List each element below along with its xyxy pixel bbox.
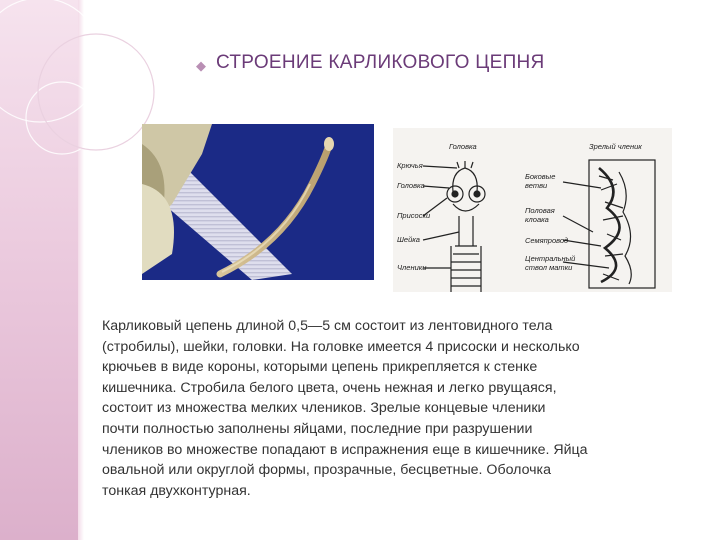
text-line: члеников во множестве попадают в испражнения еще в кишечнике. Яйца <box>102 441 588 458</box>
text-line: овальной или округлой формы, прозрачные, бесцветные. Оболочка <box>102 462 551 479</box>
tapeworm-photo <box>142 124 374 280</box>
text-line: Карликовый цепень длиной 0,5—5 см состоит из лентовидного тела <box>102 318 553 334</box>
diagram-segment-title: Зрелый членик <box>589 142 642 151</box>
diamond-bullet-icon: ◆ <box>196 58 206 73</box>
diagram-head-title: Головка <box>449 142 477 151</box>
label-suckers: Присоски <box>397 211 431 220</box>
decorative-circles <box>0 0 160 200</box>
label-segments: Членики <box>397 263 427 272</box>
label-cloaca: клоака <box>525 215 549 224</box>
text-line: крючьев в виде короны, которыми цепень прикрепляется к стенке <box>102 359 538 376</box>
text-line: почти полностью заполнены яйцами, последние при разрушении <box>102 420 533 437</box>
tapeworm-photo-illustration <box>142 124 374 280</box>
text-line: тонкая двухконтурная. <box>102 482 251 499</box>
slide-title: СТРОЕНИЕ КАРЛИКОВОГО ЦЕПНЯ <box>216 52 545 73</box>
label-uterus-trunk: ствол матки <box>525 263 573 272</box>
text-line: состоит из множества мелких члеников. Зрелые концевые членики <box>102 400 546 417</box>
label-central: Центральный <box>525 254 576 263</box>
tapeworm-structure-diagram <box>393 128 672 292</box>
label-neck: Шейка <box>397 235 420 244</box>
label-vas-deferens: Семяпровод <box>525 236 569 245</box>
label-branches: ветви <box>525 181 548 190</box>
description-paragraph <box>102 316 674 501</box>
label-head: Головка <box>397 181 425 190</box>
label-genital: Половая <box>525 206 555 215</box>
label-lateral: Боковые <box>525 172 556 181</box>
text-line: (стробилы), шейки, головки. На головке имеется 4 присоски и несколько <box>102 338 580 355</box>
label-hooks: Крючья <box>397 161 423 170</box>
text-line: кишечника. Стробила белого цвета, очень нежная и легко рвущаяся, <box>102 379 557 396</box>
